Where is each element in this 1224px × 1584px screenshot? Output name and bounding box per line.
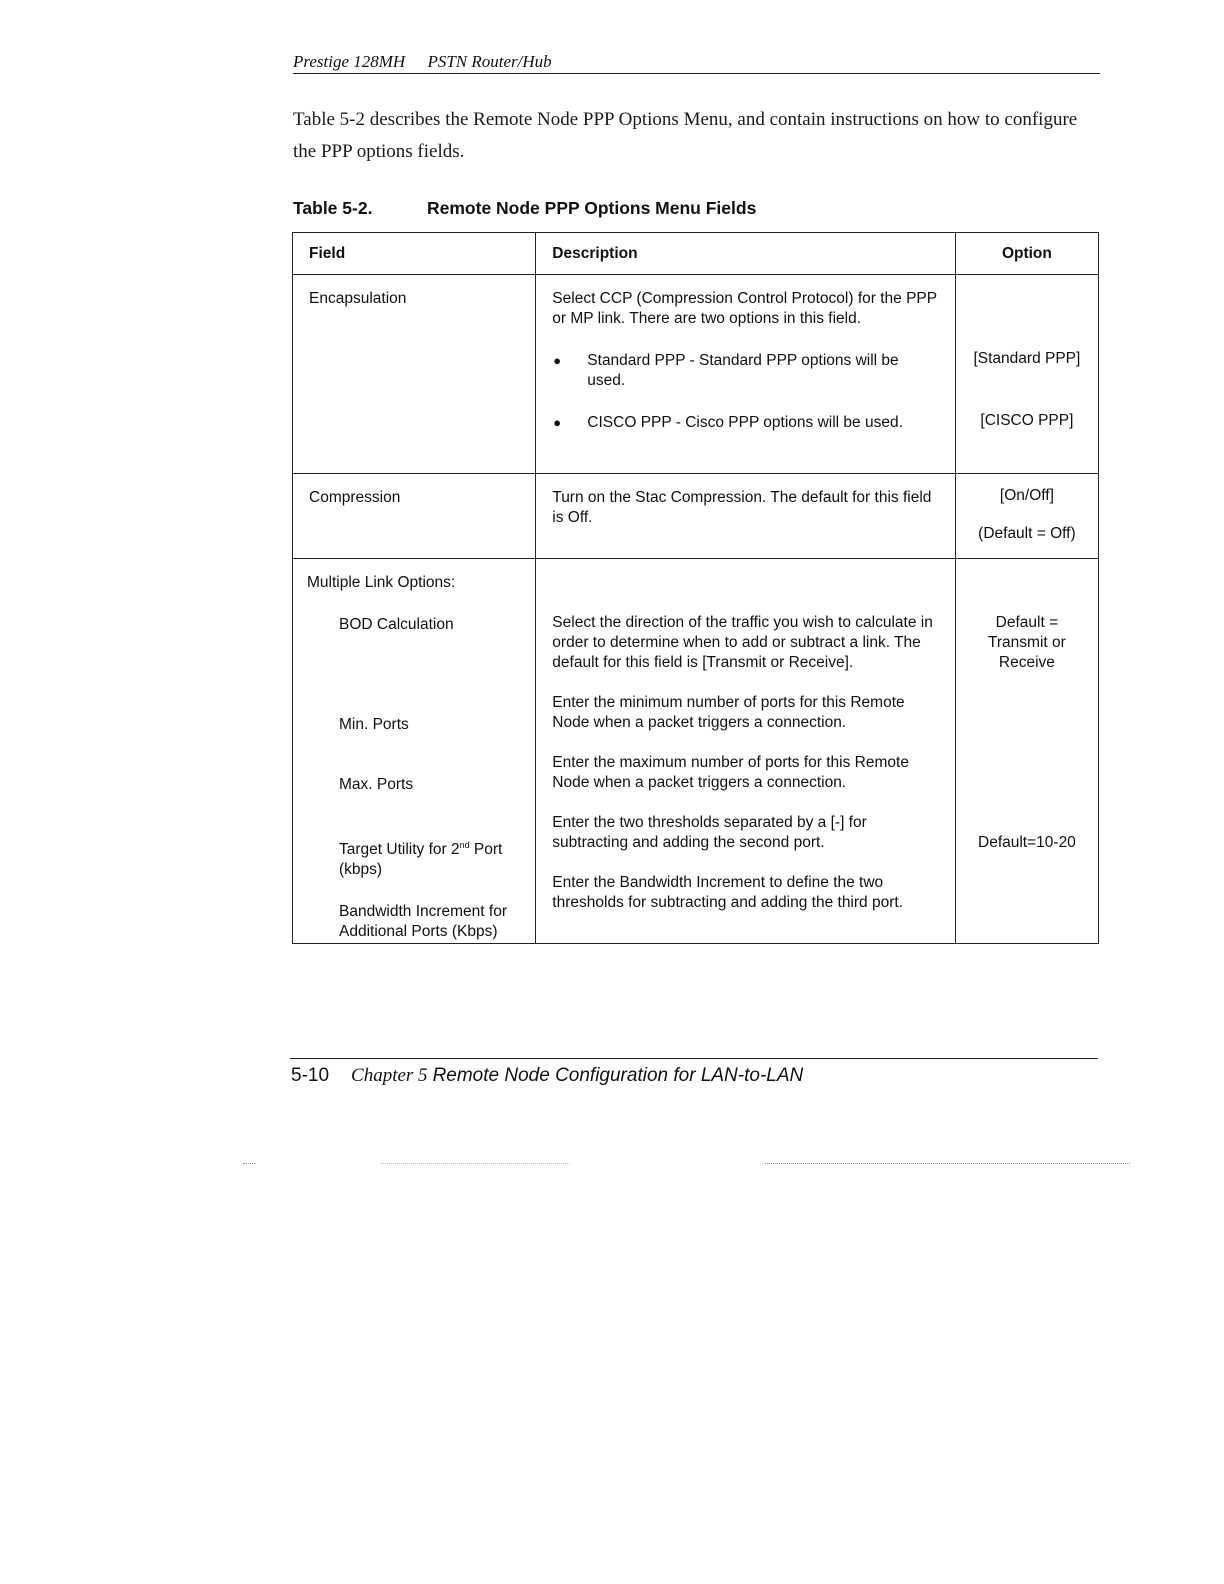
option-compression-default: (Default = Off) bbox=[978, 525, 1076, 542]
running-header bbox=[293, 52, 552, 72]
option-standard-ppp: [Standard PPP] bbox=[973, 350, 1081, 367]
table-row-multilink bbox=[293, 559, 1099, 944]
desc-target-utility: Enter the two thresholds separated by a [-] for subtracting and adding the second port. bbox=[552, 814, 867, 851]
header-description: Description bbox=[536, 233, 956, 275]
intro-paragraph: Table 5-2 describes the Remote Node PPP Options Menu, and contain instructions on how to configure the PPP options fields. bbox=[293, 109, 1078, 162]
footer-rule bbox=[290, 1058, 1098, 1059]
table-caption-number: Table 5-2. bbox=[293, 198, 373, 218]
field-multilink-title: Multiple Link Options: bbox=[307, 574, 456, 591]
field-compression: Compression bbox=[293, 474, 536, 559]
desc-bandwidth-increment: Enter the Bandwidth Increment to define the two thresholds for subtracting and adding the third port. bbox=[552, 874, 903, 911]
field-target-utility: Target Utility for 2nd Port (kbps) bbox=[339, 840, 503, 879]
field-max-ports: Max. Ports bbox=[339, 776, 414, 793]
bullet-dot-icon: ● bbox=[553, 353, 562, 368]
bullet-dot-icon: ● bbox=[553, 415, 562, 430]
ppp-options-table bbox=[292, 232, 1099, 944]
scan-artifact bbox=[765, 1163, 1130, 1165]
field-multilink bbox=[293, 559, 536, 944]
option-multilink bbox=[955, 559, 1098, 944]
scan-artifact bbox=[380, 1163, 570, 1165]
desc-max-ports: Enter the maximum number of ports for this Remote Node when a packet triggers a connection. bbox=[552, 754, 909, 791]
desc-min-ports: Enter the minimum number of ports for this Remote Node when a packet triggers a connection. bbox=[552, 694, 905, 731]
option-bod-default: Default = Transmit or Receive bbox=[988, 614, 1066, 671]
field-min-ports: Min. Ports bbox=[339, 716, 409, 733]
bullet-cisco-ppp-text: CISCO PPP - Cisco PPP options will be used. bbox=[587, 414, 903, 431]
option-cisco-ppp: [CISCO PPP] bbox=[980, 412, 1074, 429]
footer-chapter: Chapter 5 bbox=[351, 1065, 428, 1086]
header-field: Field bbox=[293, 233, 536, 275]
desc-bod-calculation: Select the direction of the traffic you wish to calculate in order to determine when to add or subtract a link. The default for this field is [Transmit or Receive]. bbox=[552, 614, 933, 671]
desc-compression: Turn on the Stac Compression. The default for this field is Off. bbox=[536, 474, 956, 559]
option-compression bbox=[955, 474, 1098, 559]
field-bod-calculation: BOD Calculation bbox=[339, 616, 454, 633]
option-target-utility-default: Default=10-20 bbox=[978, 834, 1076, 851]
footer-chapter-title: Remote Node Configuration for LAN-to-LAN bbox=[432, 1065, 804, 1086]
page-number: 5-10 bbox=[291, 1065, 330, 1086]
table-row-compression bbox=[293, 474, 1099, 559]
desc-encapsulation-text: Select CCP (Compression Control Protocol) for the PPP or MP link. There are two options in this field. bbox=[552, 290, 937, 327]
table-row-encapsulation bbox=[293, 275, 1099, 474]
header-rule bbox=[293, 73, 1100, 74]
table-header-row bbox=[293, 233, 1099, 275]
bullet-standard-ppp-text: Standard PPP - Standard PPP options will be used. bbox=[587, 352, 899, 389]
table-caption-title: Remote Node PPP Options Menu Fields bbox=[427, 198, 757, 218]
option-encapsulation bbox=[955, 275, 1098, 474]
desc-encapsulation bbox=[536, 275, 956, 474]
scan-artifact bbox=[243, 1163, 255, 1165]
option-on-off: [On/Off] bbox=[999, 487, 1054, 504]
bullet-cisco-ppp bbox=[552, 413, 939, 433]
page-footer bbox=[291, 1065, 803, 1087]
field-encapsulation: Encapsulation bbox=[293, 275, 536, 474]
header-option: Option bbox=[955, 233, 1098, 275]
desc-multilink bbox=[536, 559, 956, 944]
running-header-product: Prestige 128MH bbox=[293, 52, 406, 71]
bullet-standard-ppp bbox=[552, 351, 939, 391]
table-caption bbox=[293, 198, 757, 219]
running-header-subtitle: PSTN Router/Hub bbox=[427, 52, 552, 71]
field-bandwidth-increment: Bandwidth Increment for Additional Ports (Kbps) bbox=[339, 903, 508, 941]
